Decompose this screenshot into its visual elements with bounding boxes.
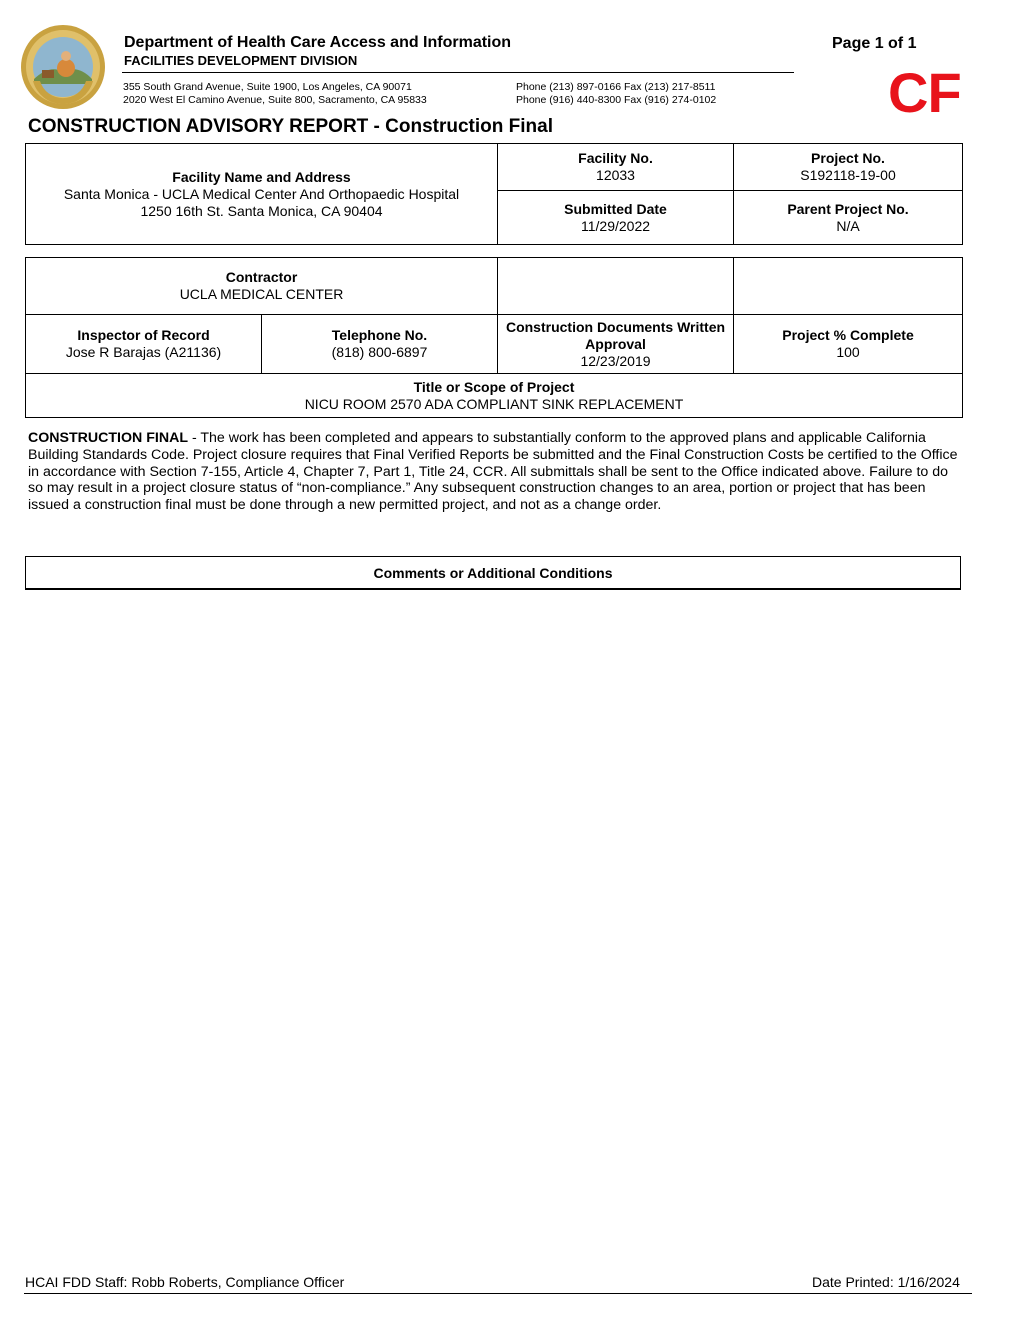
footer-staff: HCAI FDD Staff: Robb Roberts, Compliance Officer [25,1274,345,1290]
footer-date-printed: Date Printed: 1/16/2024 [812,1274,960,1290]
office-phone-los-angeles: Phone (213) 897-0166 Fax (213) 217-8511 [516,81,716,93]
approval-label: Construction Documents Written Approval [505,318,726,352]
construction-final-statement [28,430,958,514]
contractor-label: Contractor [225,269,298,285]
california-state-seal-icon [20,24,106,110]
facility-address: 1250 16th St. Santa Monica, CA 90404 [140,202,383,219]
page-number: Page 1 of 1 [832,35,917,52]
telephone-label: Telephone No. [331,327,428,343]
project-table [25,257,963,418]
percent-complete-label: Project % Complete [782,327,914,343]
department-name: Department of Health Care Access and Information [124,34,512,51]
approval-cell [498,315,734,374]
telephone-cell [262,315,498,374]
percent-complete-cell [734,315,963,374]
parent-project-label: Parent Project No. [787,200,909,217]
report-code-mark: CF [888,61,961,124]
office-address-los-angeles: 355 South Grand Avenue, Suite 1900, Los Angeles, CA 90071 [123,81,412,93]
approval-date: 12/23/2019 [580,352,651,369]
scope-label: Title or Scope of Project [413,378,575,395]
footer-rule [24,1293,972,1294]
office-phone-sacramento: Phone (916) 440-8300 Fax (916) 274-0102 [516,94,717,106]
comments-heading: Comments or Additional Conditions [25,556,961,590]
inspector-cell [26,315,262,374]
scope-cell [26,374,963,418]
facility-name: Santa Monica - UCLA Medical Center And Orthopaedic Hospital [63,185,460,202]
project-no: S192118-19-00 [800,167,896,183]
facility-no-cell [498,144,734,191]
comments-underline [25,588,961,590]
parent-project-cell [734,191,963,245]
office-address-sacramento: 2020 West El Camino Avenue, Suite 800, Sacramento, CA 95833 [123,94,427,106]
header-divider [122,72,794,73]
project-no-label: Project No. [811,150,885,166]
facility-table [25,143,963,245]
percent-complete: 100 [836,344,860,360]
facility-no-label: Facility No. [578,150,653,166]
submitted-date-label: Submitted Date [564,200,667,217]
inspector-label: Inspector of Record [77,327,210,343]
project-no-cell [734,144,963,191]
contractor-name: UCLA MEDICAL CENTER [179,286,344,302]
inspector-name: Jose R Barajas (A21136) [65,344,222,360]
empty-cell [498,258,734,315]
report-title: CONSTRUCTION ADVISORY REPORT - Construction Final [28,116,553,137]
empty-cell [734,258,963,315]
scope-text: NICU ROOM 2570 ADA COMPLIANT SINK REPLACEMENT [304,395,684,412]
telephone-number: (818) 800-6897 [331,344,428,360]
submitted-date: 11/29/2022 [580,217,651,234]
contractor-cell [26,258,498,315]
facility-no: 12033 [596,167,635,183]
submitted-date-cell [498,191,734,245]
division-name: FACILITIES DEVELOPMENT DIVISION [124,53,358,68]
statement-text: - The work has been completed and appears to substantially conform to the approved plans and applicable California Building Standards Code. Project closure requires that Final Verified Reports be submitted and the Final Construction Costs be certified to the Office in accordance with Section 7-155, Article 4, Chapter 7, Part 1, Title 24, CCR. All submittals shall be sent to the Office indicated above. Failure to do so may result in a project closure status of “non-compliance.” Any subsequent construction changes to an area, portion or project that has been issued a construction final must be done through a new permitted project, and not as a change order. [28,430,958,514]
statement-lead: CONSTRUCTION FINAL [28,430,188,446]
facility-name-label: Facility Name and Address [172,168,351,185]
parent-project-no: N/A [836,217,860,234]
facility-name-cell [26,144,498,245]
